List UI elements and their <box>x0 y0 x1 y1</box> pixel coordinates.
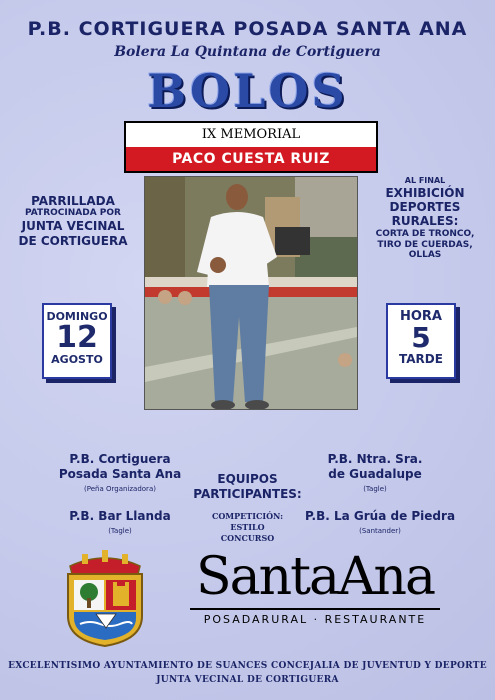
exhibition-title1: EXHIBICIÓN <box>385 185 465 200</box>
santa-ana-logo <box>180 548 450 626</box>
team-3-note: (Tagle) <box>108 527 132 535</box>
sponsor-tagline: POSADARURAL · RESTAURANTE <box>203 613 427 626</box>
participants-title2: PARTICIPANTES: <box>193 487 302 501</box>
date-day: 12 <box>56 320 98 355</box>
team-1-line2: Posada Santa Ana <box>58 467 182 481</box>
competition-style1: ESTILO <box>230 521 265 532</box>
memorial-name: PACO CUESTA RUIZ <box>126 147 376 171</box>
player-photo <box>144 176 358 410</box>
footer <box>0 660 495 687</box>
sponsor-line2: DE CORTIGUERA <box>18 233 128 248</box>
barbecue-info <box>18 194 128 248</box>
footer-line2: JUNTA VECINAL DE CORTIGUERA <box>156 674 339 685</box>
at-end: AL FINAL <box>404 176 446 185</box>
participants-heading <box>185 472 310 502</box>
memorial-banner <box>124 121 378 173</box>
organizer-title: P.B. CORTIGUERA POSADA SANTA ANA <box>27 18 468 40</box>
competition-label: COMPETICIÓN: <box>211 511 284 521</box>
team-bar-llanda <box>50 509 190 536</box>
time-hour: 5 <box>411 321 431 354</box>
time-label: HORA <box>399 309 442 324</box>
time-period: TARDE <box>399 352 443 366</box>
team-2-line2: de Guadalupe <box>328 467 422 481</box>
barbecue-title: PARRILLADA <box>31 194 115 208</box>
venue-subtitle: Bolera La Quintana de Cortiguera <box>114 44 381 60</box>
activity-2: TIRO DE CUERDAS, <box>377 239 473 250</box>
footer-line1: EXCELENTISIMO AYUNTAMIENTO DE SUANCES CONCEJALIA DE JUVENTUD Y DEPORTE <box>8 661 487 671</box>
date-box <box>42 303 112 379</box>
team-1-note: (Peña Organizadora) <box>84 485 156 493</box>
coat-of-arms-logo <box>60 548 150 648</box>
team-cortiguera <box>50 452 190 494</box>
team-guadalupe <box>305 452 445 494</box>
exhibition-info <box>370 176 480 261</box>
sponsor-divider <box>190 608 440 610</box>
time-box <box>386 303 456 379</box>
team-2-line1: P.B. Ntra. Sra. <box>327 452 423 466</box>
team-1-line1: P.B. Cortiguera <box>69 452 171 466</box>
team-4-note: (Santander) <box>359 527 401 535</box>
exhibition-title3: RURALES: <box>391 214 459 229</box>
sponsor-line1: JUNTA VECINAL <box>21 219 125 234</box>
memorial-edition: IX MEMORIAL <box>201 127 301 142</box>
date-weekday: DOMINGO <box>46 310 108 323</box>
competition-style2: CONCURSO <box>220 532 275 543</box>
team-grua-de-piedra <box>300 509 460 536</box>
main-title: BOLOS <box>147 64 348 118</box>
participants-title1: EQUIPOS <box>217 472 278 486</box>
exhibition-title2: DEPORTES <box>389 199 461 214</box>
team-4-name: P.B. La Grúa de Piedra <box>304 509 456 523</box>
sponsor-name: SantaAna <box>195 547 435 607</box>
activity-3: OLLAS <box>408 250 442 261</box>
sponsored-by: PATROCINADA POR <box>25 208 121 219</box>
date-month: AGOSTO <box>51 353 103 366</box>
team-2-note: (Tagle) <box>363 485 387 493</box>
team-3-name: P.B. Bar Llanda <box>69 509 171 523</box>
activity-1: CORTA DE TRONCO, <box>375 228 475 239</box>
competition-info <box>185 511 310 543</box>
